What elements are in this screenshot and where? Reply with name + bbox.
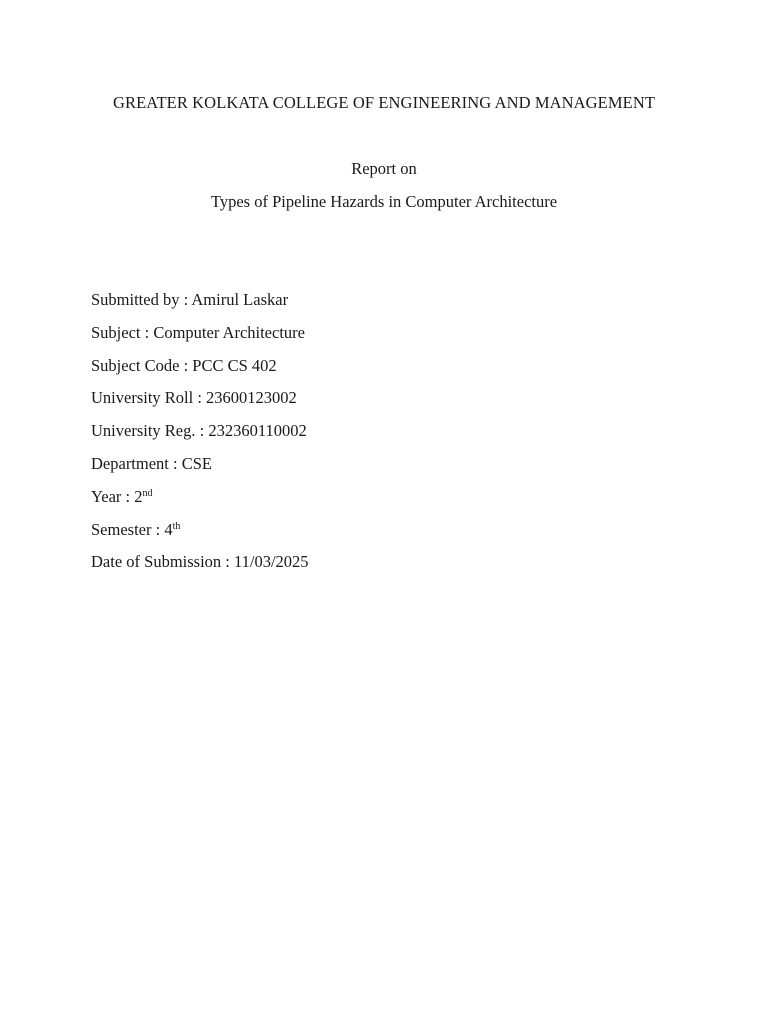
semester-label: Semester : 4 bbox=[91, 519, 173, 539]
year-label: Year : 2 bbox=[91, 486, 143, 506]
date-of-submission-line: Date of Submission : 11/03/2025 bbox=[91, 552, 309, 572]
submitted-by-line: Submitted by : Amirul Laskar bbox=[91, 290, 289, 309]
university-roll-line: University Roll : 23600123002 bbox=[91, 388, 297, 408]
subject-code-line: Subject Code : PCC CS 402 bbox=[91, 355, 277, 375]
college-name: GREATER KOLKATA COLLEGE OF ENGINEERING AND MANAGEMENT bbox=[112, 93, 656, 112]
subject-line: Subject : Computer Architecture bbox=[91, 322, 305, 342]
semester-suffix: th bbox=[172, 520, 181, 532]
submission-details bbox=[91, 290, 309, 585]
report-on-label: Report on bbox=[351, 159, 417, 178]
department-line: Department : CSE bbox=[91, 453, 212, 473]
university-reg-line: University Reg. : 232360110002 bbox=[91, 421, 307, 441]
year-line bbox=[91, 487, 309, 520]
semester-line bbox=[91, 520, 309, 553]
year-suffix: nd bbox=[142, 487, 153, 499]
report-title: Types of Pipeline Hazards in Computer Architecture bbox=[210, 192, 558, 211]
